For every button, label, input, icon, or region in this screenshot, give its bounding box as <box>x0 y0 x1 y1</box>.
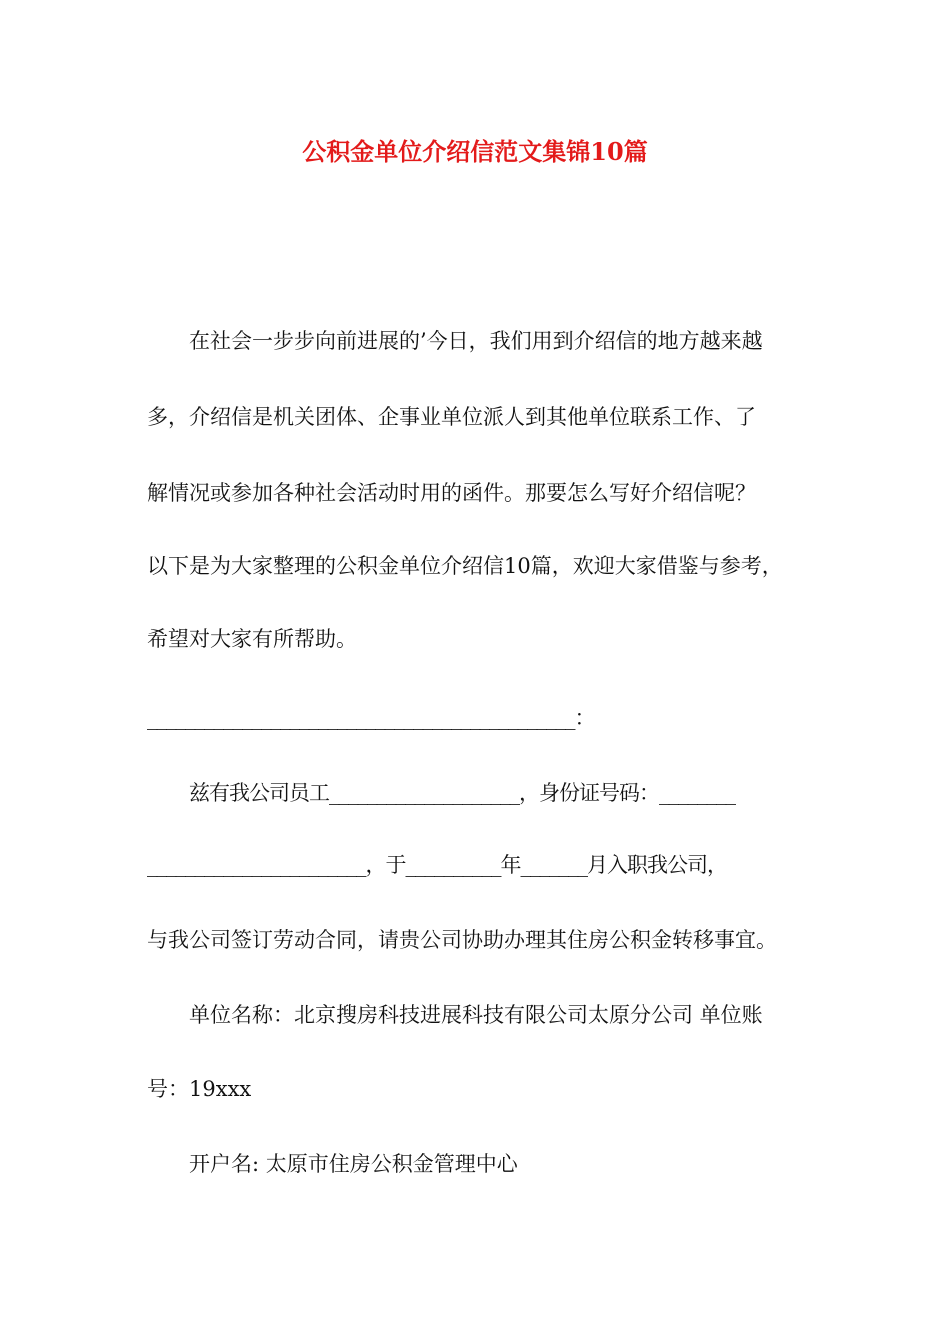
intro-line-2: 多，介绍信是机关团体、企事业单位派人到其他单位联系工作、了 <box>147 405 756 429</box>
intro-line-3: 解情况或参加各种社会活动时用的函件。那要怎么写好介绍信呢？ <box>147 481 756 505</box>
intro-line-4: 以下是为大家整理的公积金单位介绍信10篇，欢迎大家借鉴与参考， <box>147 554 783 578</box>
body-line-1: 兹有我公司员工____________________，身份证号码：________ <box>189 781 735 805</box>
document-title: 公积金单位介绍信范文集锦10篇 <box>302 137 648 166</box>
body-line-2: _______________________，于__________年_______月入职我公司， <box>147 853 727 877</box>
unit-account-line: 号：19xxx <box>147 1077 252 1101</box>
body-line-3: 与我公司签订劳动合同，请贵公司协助办理其住房公积金转移事宜。 <box>147 928 777 952</box>
unit-name-line: 单位名称：北京搜房科技进展科技有限公司太原分公司 单位账 <box>189 1003 763 1027</box>
account-name-line: 开户名: 太原市住房公积金管理中心 <box>189 1152 518 1176</box>
salutation-blank: _____________________________________________： <box>147 706 595 730</box>
intro-line-1: 在社会一步步向前进展的’今日，我们用到介绍信的地方越来越 <box>189 329 763 353</box>
intro-line-5: 希望对大家有所帮助。 <box>147 627 357 651</box>
